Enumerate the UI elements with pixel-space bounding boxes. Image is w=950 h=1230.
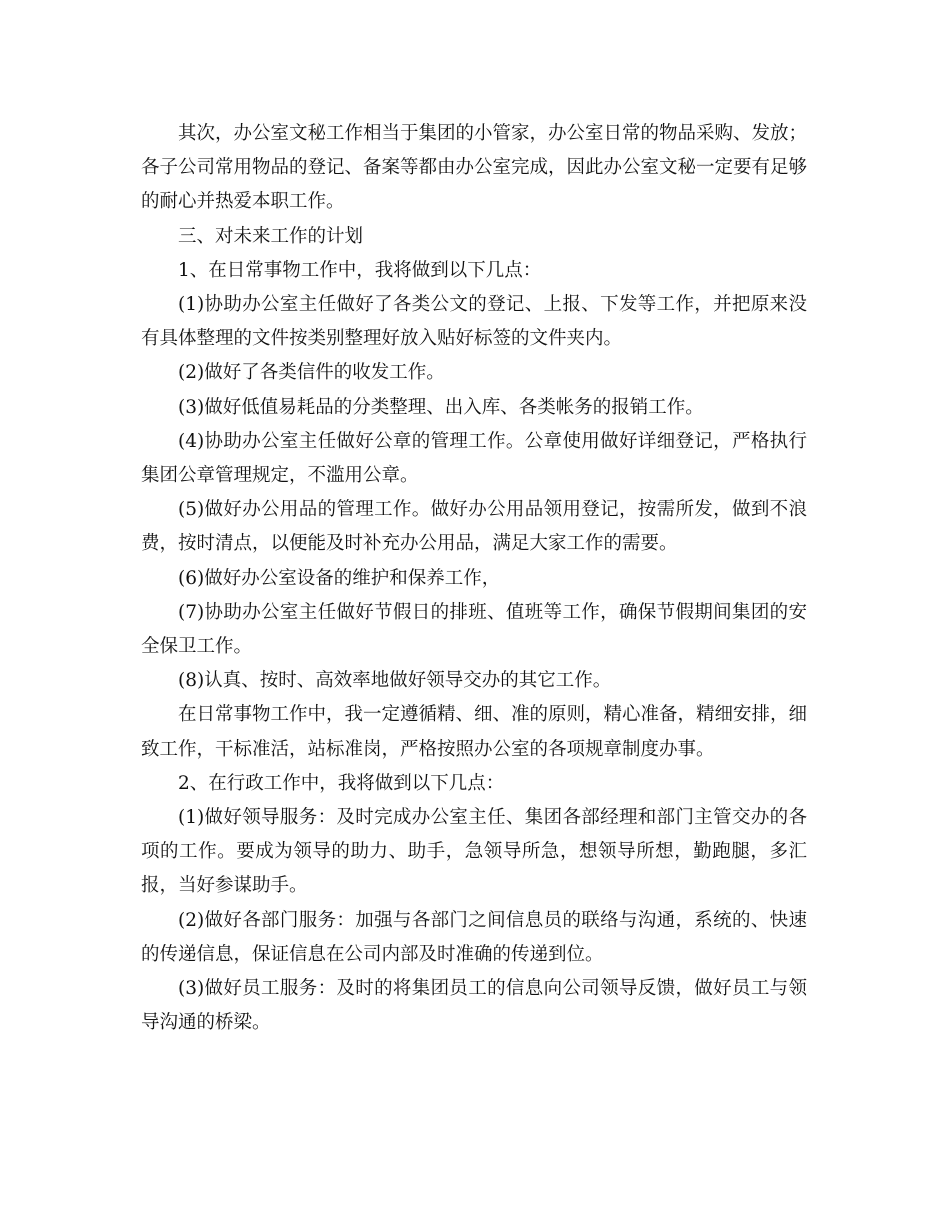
list-item-daily-5: (5)做好办公用品的管理工作。做好办公用品领用登记，按需所发，做到不浪费，按时清点，以便能及时补充办公用品，满足大家工作的需要。: [141, 499, 807, 555]
daily-affairs-summary: 在日常事物工作中，我一定遵循精、细、准的原则，精心准备，精细安排，细致工作，干标准活，站标准岗，严格按照办公室的各项规章制度办事。: [141, 704, 808, 760]
list-item-admin-3: (3)做好员工服务：及时的将集团员工的信息向公司领导反馈，做好员工与领导沟通的桥梁。: [141, 978, 807, 1034]
document-body: [141, 117, 807, 1040]
list-item-daily-2: (2)做好了各类信件的收发工作。: [178, 362, 445, 384]
list-item-daily-3: (3)做好低值易耗品的分类整理、出入库、各类帐务的报销工作。: [178, 396, 704, 418]
list-item-daily-4: (4)协助办公室主任做好公章的管理工作。公章使用做好详细登记，严格执行集团公章管理规定，不滥用公章。: [141, 430, 807, 487]
subsection-heading-daily-affairs: 1、在日常事物工作中，我将做到以下几点：: [178, 259, 542, 281]
list-item-daily-1: (1)协助办公室主任做好了各类公文的登记、上报、下发等工作，并把原来没有具体整理的文件按类别整理好放入贴好标签的文件夹内。: [141, 294, 807, 350]
list-item-daily-7: (7)协助办公室主任做好节假日的排班、值班等工作，确保节假期间集团的安全保卫工作。: [141, 601, 807, 658]
list-item-daily-6: (6)做好办公室设备的维护和保养工作，: [178, 567, 501, 589]
list-item-admin-2: (2)做好各部门服务：加强与各部门之间信息员的联络与沟通，系统的、快速的传递信息，保证信息在公司内部及时准确的传递到位。: [141, 909, 807, 965]
paragraph-1: 其次，办公室文秘工作相当于集团的小管家，办公室日常的物品采购、发放；各子公司常用物品的登记、备案等都由办公室完成，因此办公室文秘一定要有足够的耐心并热爱本职工作。: [141, 123, 808, 213]
list-item-admin-1: (1)做好领导服务：及时完成办公室主任、集团各部经理和部门主管交办的各项的工作。要成为领导的助力、助手，急领导所急，想领导所想，勤跑腿，多汇报，当好参谋助手。: [141, 807, 807, 897]
section-heading-future-plan: 三、对未来工作的计划: [178, 225, 364, 247]
list-item-daily-8: (8)认真、按时、高效率地做好领导交办的其它工作。: [178, 670, 612, 692]
subsection-heading-administrative: 2、在行政工作中，我将做到以下几点：: [178, 772, 505, 794]
